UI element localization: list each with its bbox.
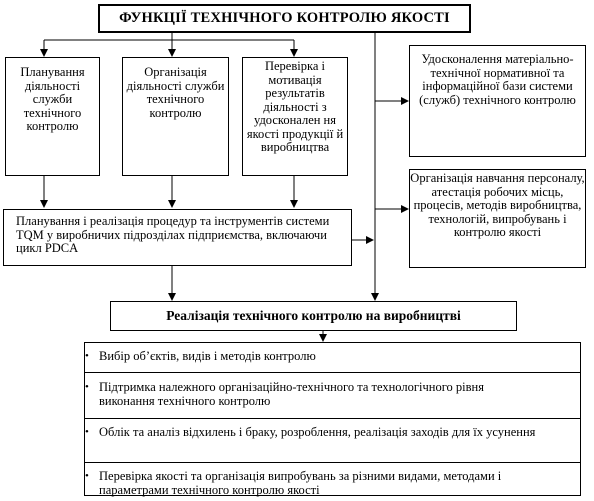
implementation-box: [110, 301, 517, 331]
list-item-text: Облік та аналіз відхилень і браку, розроблення, реалізація заходів для їх усунення: [99, 425, 536, 439]
list-item: [85, 349, 538, 363]
function-box-planning: [5, 57, 100, 176]
list-item: [85, 425, 538, 439]
list-item-text: Підтримка належного організаційно-технічного та технологічного рівня виконання технічного контролю: [99, 380, 484, 408]
improvement-text: Удосконалення матеріально-технічної нормативної та інформаційної бази системи (служб) технічного контролю: [419, 52, 576, 107]
bullet-icon: •: [85, 350, 89, 362]
function-planning-text: Планування діяльності служби технічного контролю: [20, 65, 85, 133]
training-box: [409, 169, 586, 268]
list-item: [85, 469, 538, 497]
title-box: [98, 4, 471, 33]
list-divider: [85, 462, 580, 463]
list-divider: [85, 418, 580, 419]
bullet-icon: •: [85, 426, 89, 438]
function-organization-text: Організація діяльності служби технічного контролю: [126, 65, 225, 120]
bullet-icon: •: [85, 381, 89, 393]
tqm-box: [3, 209, 352, 266]
implementation-text: Реалізація технічного контролю на виробництві: [166, 308, 461, 323]
improvement-box: [409, 45, 586, 157]
list-divider: [85, 372, 580, 373]
function-box-organization: [122, 57, 229, 176]
list-item-text: Перевірка якості та організація випробувань за різними видами, методами і параметрами технічного контролю якості: [99, 469, 502, 497]
function-box-verification: [242, 57, 348, 176]
training-text: Організація навчання персоналу, атестація робочих місць, процесів, методів виробництва, технологій, випробувань і контролю якості: [410, 171, 585, 239]
diagram-title: ФУНКЦІЇ ТЕХНІЧНОГО КОНТРОЛЮ ЯКОСТІ: [119, 10, 450, 26]
function-verification-text: Перевірка і мотивація результатів діяльності з удосконален ня якості продукції й виробництва: [246, 59, 344, 154]
bullet-icon: •: [85, 470, 89, 482]
list-item-text: Вибір об’єктів, видів і методів контролю: [99, 349, 316, 363]
tqm-text: Планування і реалізація процедур та інструментів системи TQM у виробничих підрозділах підприємства, включаючи цикл PDCA: [16, 214, 330, 255]
list-item: [85, 380, 538, 408]
